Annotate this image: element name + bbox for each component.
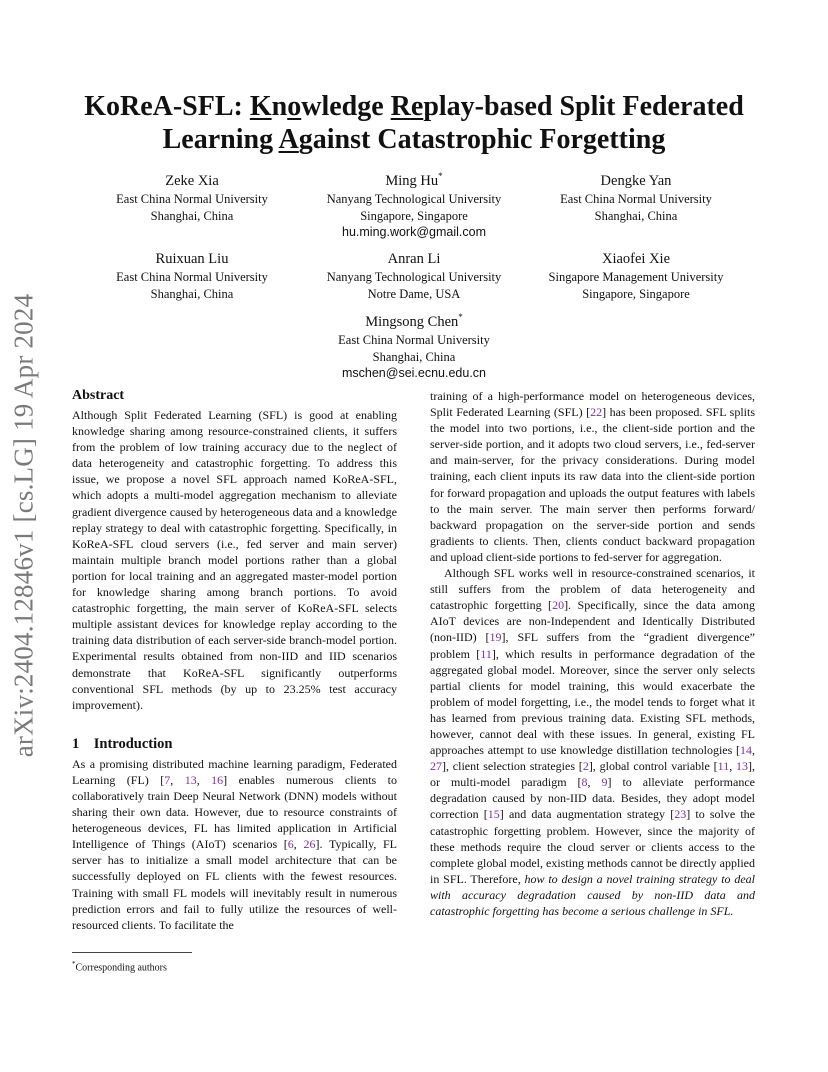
abstract-heading: Abstract xyxy=(72,388,125,403)
author-affiliation: Nanyang Technological University xyxy=(326,192,502,206)
text-span: ]. Specifically, since the data among AIoT devices are non-Independent and Identically Distributed (non-IID) [ xyxy=(430,598,755,645)
author-affiliation: East China Normal University xyxy=(116,270,268,284)
footnote-rule xyxy=(72,952,192,953)
intro-paragraph-3 xyxy=(430,565,755,919)
citation-link: 19 xyxy=(489,630,502,645)
text-span: training of a high-performance model on heterogeneous devices, Split Federated Learning (SFL) [ xyxy=(430,389,755,420)
citation-link: 13 xyxy=(736,759,749,774)
corresponding-mark: * xyxy=(458,312,463,323)
author-location: Shanghai, China xyxy=(150,286,234,301)
citation-link: 15 xyxy=(487,807,500,822)
author-affiliation: East China Normal University xyxy=(338,333,490,347)
text-span: , xyxy=(196,772,212,787)
citation-link: 26 xyxy=(303,837,316,852)
text-span: ] to solve the catastrophic forgetting problem. However, since the majority of these methods require the cloud server or clients access to the complete global model, existing methods cannot be directly applied in SFL. Therefore, xyxy=(430,807,755,886)
citation-link: 13 xyxy=(184,772,197,787)
title-line-2 xyxy=(60,123,768,156)
citation-link: 11 xyxy=(717,759,730,774)
citation-link: 14 xyxy=(740,743,752,758)
section-heading-introduction xyxy=(72,735,397,753)
text-span: ], global control variable [ xyxy=(588,759,718,774)
author-block xyxy=(67,250,317,302)
author-email: hu.ming.work@gmail.com xyxy=(342,225,486,239)
author-name xyxy=(289,172,539,191)
citation-link: 22 xyxy=(590,405,603,420)
author-block xyxy=(511,172,761,224)
text-span: ], client selection strategies [ xyxy=(442,759,583,774)
text-span: Ming Hu xyxy=(385,173,439,189)
text-span: , xyxy=(752,743,755,758)
author-location: Singapore, Singapore xyxy=(360,208,468,223)
author-name xyxy=(289,250,539,269)
author-location: Shanghai, China xyxy=(150,208,234,223)
title-text: n xyxy=(271,91,288,122)
arxiv-identifier xyxy=(0,290,48,760)
text-span: ], which results in performance degradation of the aggregated global model. Moreover, since the server only selects partial clients for model training, this would exacerbate the problem of model forgetting, i.e., the model tends to forget what it has learned from previous training data. Existing SFL methods, however, cannot deal with these issues. In general, existing FL approaches attempt to use knowledge distillation technologies [ xyxy=(430,646,755,758)
footnote-text: Corresponding authors xyxy=(75,962,167,974)
text-span: , xyxy=(729,759,737,774)
author-block xyxy=(289,172,539,241)
title-text: wledge xyxy=(301,91,391,122)
author-location: Singapore, Singapore xyxy=(582,286,690,301)
citation-link: 6 xyxy=(287,837,294,852)
text-span: Xiaofei Xie xyxy=(601,251,671,267)
author-name xyxy=(511,172,761,191)
title-text: KoReA-SFL: xyxy=(84,91,250,122)
intro-paragraph-2 xyxy=(430,388,755,565)
text-span: Dengke Yan xyxy=(600,173,672,189)
footnote-mark: * xyxy=(72,960,76,968)
title-underlined-letter: A xyxy=(278,124,299,155)
text-span: Anran Li xyxy=(387,251,441,267)
author-name xyxy=(67,172,317,191)
author-location: Shanghai, China xyxy=(594,208,678,223)
author-email: mschen@sei.ecnu.edu.cn xyxy=(341,366,487,380)
title-text: Learning xyxy=(162,124,279,155)
author-block xyxy=(511,250,761,302)
left-column xyxy=(72,387,397,933)
author-affiliation: East China Normal University xyxy=(560,192,712,206)
research-question: how to design a novel training strategy to deal with accuracy degradation caused by non-IID data and catastrophic forgetting has become a serious challenge in SFL. xyxy=(430,871,756,918)
title-underlined-letter: K xyxy=(249,91,272,122)
author-affiliation: Singapore Management University xyxy=(548,270,724,284)
text-span: As a promising distributed machine learning paradigm, Federated Learning (FL) [ xyxy=(72,756,397,787)
text-span: Ruixuan Liu xyxy=(155,251,229,267)
title-text: play-based Split Federated xyxy=(423,91,744,122)
title-underlined-letter: Re xyxy=(390,91,424,122)
footnote xyxy=(72,958,167,974)
citation-link: 2 xyxy=(582,759,589,774)
text-span: Zeke Xia xyxy=(165,173,219,189)
title-text: gainst Catastrophic Forgetting xyxy=(298,124,666,155)
text-span: Mingsong Chen xyxy=(365,314,459,330)
author-location: Shanghai, China xyxy=(372,349,456,364)
author-block xyxy=(289,250,539,302)
text-span: , xyxy=(587,775,602,790)
text-span: , xyxy=(293,837,304,852)
author-name xyxy=(67,250,317,269)
author-block xyxy=(289,313,539,382)
citation-link: 23 xyxy=(674,807,687,822)
author-affiliation: East China Normal University xyxy=(116,192,268,206)
text-span: ] and data augmentation strategy [ xyxy=(499,807,675,822)
text-span: ], SFL suffers from the “gradient divergence” problem [ xyxy=(430,630,755,661)
author-name xyxy=(289,313,539,332)
text-span: ] to alleviate performance degradation caused by non-IID data. Besides, they adopt model correction [ xyxy=(430,775,755,822)
title-underlined-letter: o xyxy=(287,91,302,122)
citation-link: 8 xyxy=(581,775,588,790)
citation-link: 9 xyxy=(601,775,608,790)
citation-link: 7 xyxy=(164,772,171,787)
text-span: ]. Typically, FL server has to initialize a small model architecture that can be successfully deployed on FL clients with the fewest resources. Training with small FL models will inevitably result in numerous prediction errors and fail to fully utilize the resources of well-resourced clients. To facilitate the xyxy=(72,837,397,932)
title-line-1 xyxy=(60,90,768,123)
text-span: ] enables numerous clients to collaboratively train Deep Neural Network (DNN) models without sharing their own data. However, due to resource constraints of heterogeneous devices, FL has limited application in Artificial Intelligence of Things (AIoT) scenarios [ xyxy=(72,772,397,852)
corresponding-mark: * xyxy=(438,171,443,182)
right-column xyxy=(430,388,755,919)
author-block xyxy=(67,172,317,224)
section-title: Introduction xyxy=(93,735,173,752)
author-location: Notre Dame, USA xyxy=(367,286,461,301)
paper-title xyxy=(60,90,768,156)
citation-link: 20 xyxy=(552,598,565,613)
text-span: , xyxy=(170,772,185,787)
citation-link: 11 xyxy=(480,646,492,661)
text-span: ] has been proposed. SFL splits the model into two portions, i.e., the client-side portion and the server-side portion, and it adopts two cloud servers, i.e., fed-server and main-server, for the privacy considerations. During model training, each client inputs its raw data into the client-side portion for forward propagation and uploads the output features with labels to the main server. The main server then performs forward/ backward propagation on the server-side portion and sends gradients to clients. Then, clients conduct backward propagation and upload client-side portions to fed-server for aggregation. xyxy=(430,405,755,564)
text-span: ], or multi-model paradigm [ xyxy=(430,759,756,790)
section-number: 1 xyxy=(72,735,80,752)
text-span: Although SFL works well in resource-constrained scenarios, it still suffers from the problem of data heterogeneity and catastrophic forgetting [ xyxy=(430,566,755,613)
author-name xyxy=(511,250,761,269)
arxiv-identifier-text: arXiv:2404.12846v1 [cs.LG] 19 Apr 2024 xyxy=(8,293,39,757)
intro-paragraph-1 xyxy=(72,756,397,933)
citation-link: 16 xyxy=(211,772,224,787)
abstract-text: Although Split Federated Learning (SFL) is good at enabling knowledge sharing among resource-constrained clients, it suffers from the problem of low training accuracy due to the neglect of data heterogeneity and catastrophic forgetting. To address this issue, we propose a novel SFL approach named KoReA-SFL, which adopts a multi-model aggregation mechanism to alleviate gradient divergence caused by heterogeneous data and a knowledge replay strategy to deal with catastrophic forgetting. Specifically, in KoReA-SFL cloud servers (i.e., fed server and main server) maintain multiple branch model portions rather than a global portion for local training and an aggregated master-model portion for knowledge sharing among branch portions. To avoid catastrophic forgetting, the main server of KoReA-SFL selects multiple assistant devices for knowledge replay according to the training data distribution of each server-side branch-model portion. Experimental results obtained from non-IID and IID scenarios demonstrate that KoReA-SFL significantly outperforms conventional SFL methods (by up to 23.25% test accuracy improvement). xyxy=(72,408,397,712)
author-affiliation: Nanyang Technological University xyxy=(326,270,502,284)
citation-link: 27 xyxy=(430,759,442,774)
